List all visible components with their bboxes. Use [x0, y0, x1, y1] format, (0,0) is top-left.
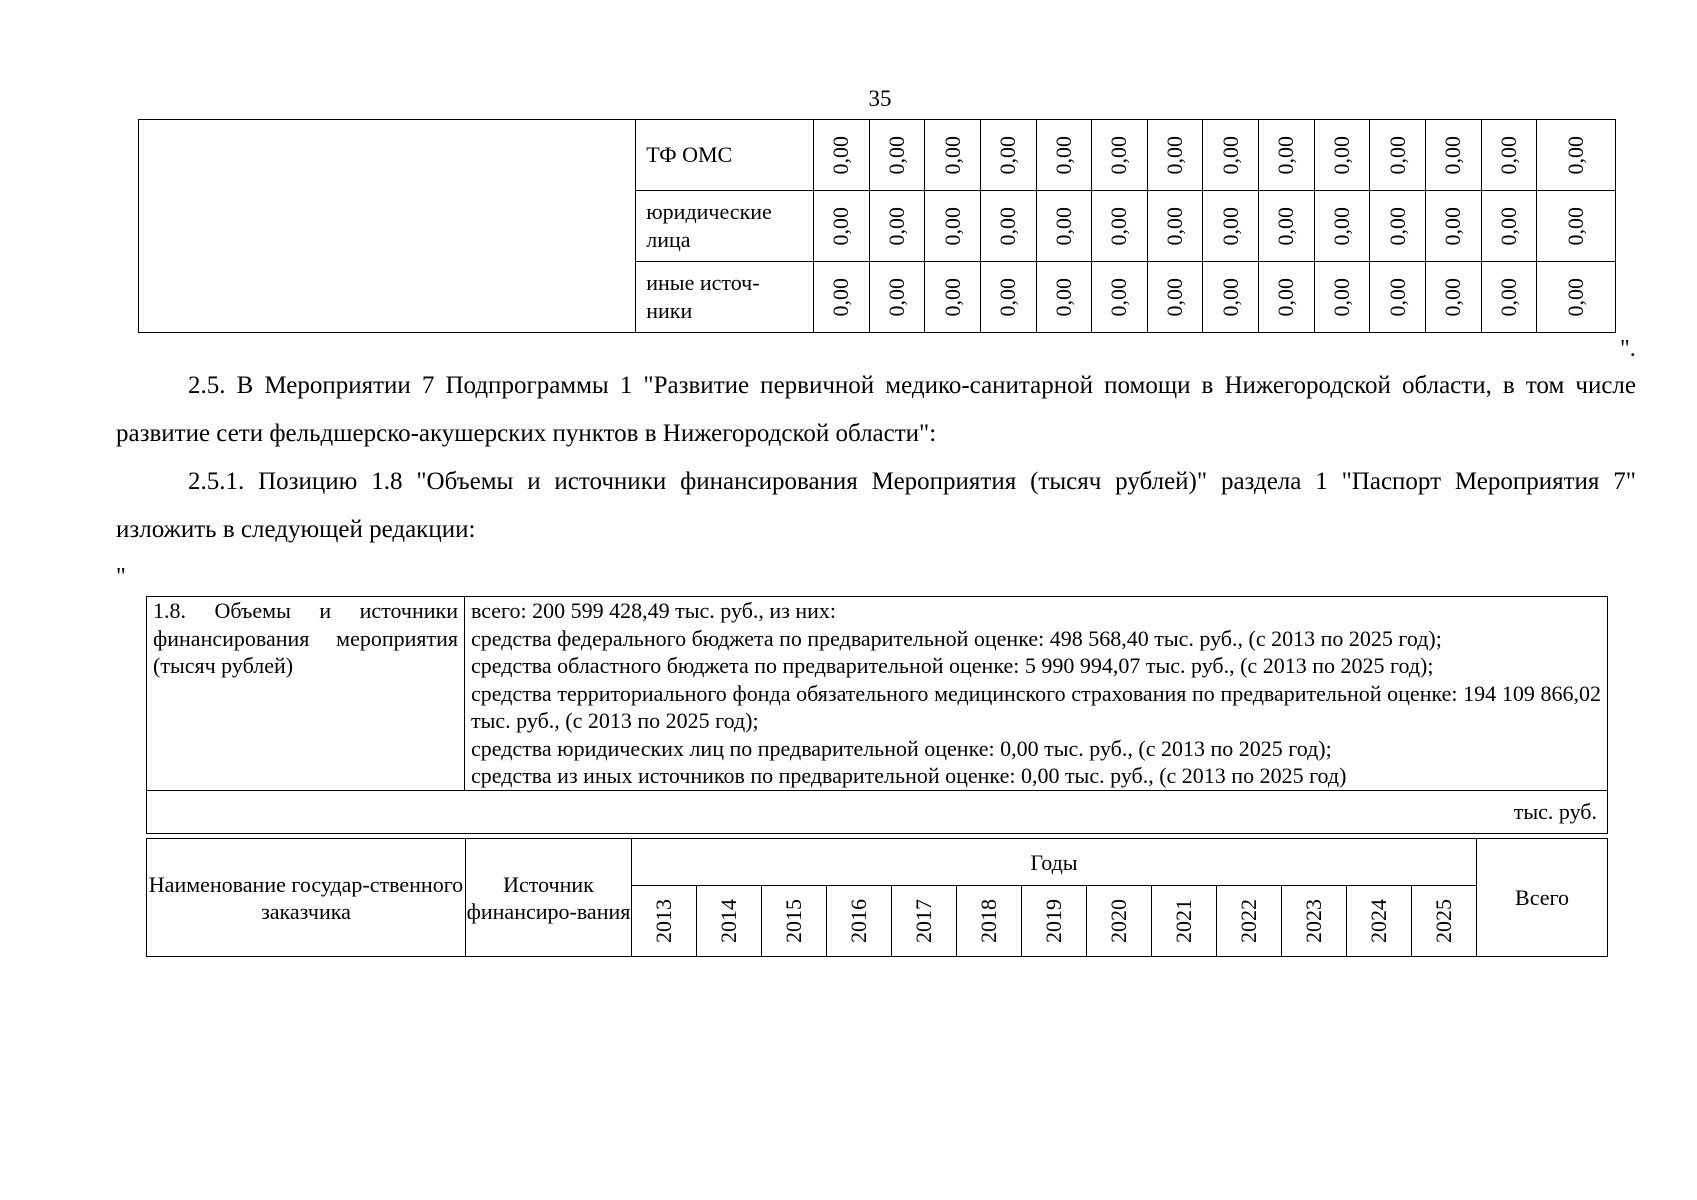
year-label: 2016 [846, 899, 871, 943]
value-cell [1147, 120, 1203, 191]
unit-label: тыс. руб. [147, 790, 1608, 833]
value-text: 0,00 [1106, 135, 1132, 175]
value-text: 0,00 [1050, 206, 1076, 246]
value-cell [1036, 262, 1092, 333]
passport-line: всего: 200 599 428,49 тыс. руб., из них: [471, 598, 837, 623]
year-label: 2015 [781, 899, 806, 943]
value-cell [1370, 120, 1426, 191]
value-text: 0,00 [995, 277, 1021, 317]
value-cell [1203, 262, 1259, 333]
value-cell [1370, 262, 1426, 333]
value-cell [1147, 191, 1203, 262]
passport-line: средства из иных источников по предварительной оценке: 0,00 тыс. руб., (с 2013 по 2025 год) [471, 763, 1347, 788]
value-text: 0,00 [1106, 277, 1132, 317]
value-cell [925, 120, 981, 191]
passport-line: средства юридических лиц по предварительной оценке: 0,00 тыс. руб., (с 2013 по 2025 год); [471, 735, 1332, 761]
value-cell [1203, 120, 1259, 191]
value-text: 0,00 [1217, 277, 1243, 317]
passport-label: 1.8. Объемы и источники финансирования мероприятия (тысяч рублей) [147, 597, 465, 791]
value-text: 0,00 [939, 277, 965, 317]
value-cell [1426, 191, 1482, 262]
value-text: 0,00 [1050, 277, 1076, 317]
value-text: 0,00 [828, 206, 854, 246]
value-text: 0,00 [1440, 277, 1466, 317]
value-text: 0,00 [1563, 277, 1589, 317]
value-text: 0,00 [1329, 277, 1355, 317]
value-cell [1203, 191, 1259, 262]
value-cell [1537, 191, 1616, 262]
value-text: 0,00 [995, 206, 1021, 246]
value-text: 0,00 [1162, 206, 1188, 246]
header-customer: Наименование государ-ственного заказчика [147, 839, 466, 957]
year-label: 2022 [1236, 899, 1261, 943]
value-cell [869, 262, 925, 333]
value-cell [1314, 120, 1370, 191]
value-text: 0,00 [1384, 277, 1410, 317]
value-cell [1537, 262, 1616, 333]
value-text: 0,00 [1563, 135, 1589, 175]
passport-table [146, 596, 1608, 834]
year-label: 2025 [1431, 899, 1456, 943]
value-text: 0,00 [1162, 135, 1188, 175]
year-cell [632, 886, 697, 957]
year-label: 2020 [1106, 899, 1131, 943]
value-cell [1147, 262, 1203, 333]
value-cell [925, 262, 981, 333]
open-quote: " [116, 564, 126, 590]
year-cell [1282, 886, 1347, 957]
value-cell [1426, 120, 1482, 191]
value-text: 0,00 [1273, 135, 1299, 175]
value-text: 0,00 [939, 135, 965, 175]
year-cell [697, 886, 762, 957]
value-cell [813, 120, 869, 191]
value-text: 0,00 [1217, 206, 1243, 246]
year-label: 2023 [1301, 899, 1326, 943]
source-cell: ТФ ОМС [636, 120, 814, 191]
paragraph-2-5: 2.5. В Мероприятии 7 Подпрограммы 1 "Развитие первичной медико-санитарной помощи в Нижегородской области, в том числе развитие сети фельдшерско-акушерских пунктов в Нижегородской области": [116, 372, 1636, 447]
value-cell [1537, 120, 1616, 191]
year-cell [957, 886, 1022, 957]
closing-quote: ". [1620, 336, 1636, 362]
year-label: 2024 [1366, 899, 1391, 943]
value-text: 0,00 [1162, 277, 1188, 317]
value-text: 0,00 [883, 206, 909, 246]
value-cell [980, 262, 1036, 333]
year-label: 2017 [911, 899, 936, 943]
value-text: 0,00 [1496, 206, 1522, 246]
year-cell [1412, 886, 1477, 957]
value-text: 0,00 [1496, 277, 1522, 317]
value-cell [1036, 120, 1092, 191]
year-cell [1022, 886, 1087, 957]
value-text: 0,00 [1329, 135, 1355, 175]
value-text: 0,00 [1440, 206, 1466, 246]
value-text: 0,00 [1440, 135, 1466, 175]
value-text: 0,00 [883, 135, 909, 175]
continuation-row [139, 120, 1616, 191]
value-cell [1259, 120, 1315, 191]
continuation-table [138, 119, 1616, 333]
value-cell [813, 262, 869, 333]
value-text: 0,00 [1273, 277, 1299, 317]
year-cell [827, 886, 892, 957]
value-cell [1092, 191, 1148, 262]
value-text: 0,00 [828, 135, 854, 175]
paragraph-2-5-1: 2.5.1. Позицию 1.8 "Объемы и источники финансирования Мероприятия (тысяч рублей)" раздела 1 "Паспорт Мероприятия 7" изложить в следующей редакции: [116, 468, 1636, 543]
year-cell [1152, 886, 1217, 957]
value-cell [980, 191, 1036, 262]
value-cell [1092, 262, 1148, 333]
value-text: 0,00 [1496, 135, 1522, 175]
value-cell [925, 191, 981, 262]
value-text: 0,00 [1384, 206, 1410, 246]
header-total: Всего [1477, 839, 1608, 957]
year-label: 2018 [976, 899, 1001, 943]
value-cell [1481, 120, 1537, 191]
source-cell: юридические лица [636, 191, 814, 262]
value-cell [1259, 191, 1315, 262]
value-cell [1314, 262, 1370, 333]
year-cell [762, 886, 827, 957]
value-text: 0,00 [1329, 206, 1355, 246]
passport-line: средства областного бюджета по предварительной оценке: 5 990 994,07 тыс. руб., (с 2013 по 2025 год); [471, 653, 1434, 678]
value-text: 0,00 [883, 277, 909, 317]
value-cell [1370, 191, 1426, 262]
value-text: 0,00 [1273, 206, 1299, 246]
year-label: 2014 [716, 899, 741, 943]
value-cell [869, 191, 925, 262]
passport-line: средства федерального бюджета по предварительной оценке: 498 568,40 тыс. руб., (с 2013 по 2025 год); [471, 625, 1442, 651]
header-source: Источник финансиро-вания [466, 839, 632, 957]
year-cell [1217, 886, 1282, 957]
value-text: 0,00 [1217, 135, 1243, 175]
value-text: 0,00 [939, 206, 965, 246]
blank-cell [139, 120, 636, 333]
passport-content [465, 597, 1608, 791]
value-cell [869, 120, 925, 191]
value-cell [980, 120, 1036, 191]
value-cell [1036, 191, 1092, 262]
value-text: 0,00 [1384, 135, 1410, 175]
value-text: 0,00 [995, 135, 1021, 175]
year-cell [892, 886, 957, 957]
value-text: 0,00 [1050, 135, 1076, 175]
value-cell [1481, 262, 1537, 333]
value-cell [1259, 262, 1315, 333]
value-cell [813, 191, 869, 262]
year-cell [1347, 886, 1412, 957]
value-text: 0,00 [1563, 206, 1589, 246]
value-cell [1426, 262, 1482, 333]
value-cell [1481, 191, 1537, 262]
header-years: Годы [632, 839, 1477, 886]
value-text: 0,00 [1106, 206, 1132, 246]
year-cell [1087, 886, 1152, 957]
passport-line: средства территориального фонда обязательного медицинского страхования по предварительной оценке: 194 109 866,02 тыс. руб., (с 2013 по 2025 год); [471, 680, 1601, 733]
value-cell [1314, 191, 1370, 262]
financing-header-table [146, 838, 1608, 957]
value-cell [1092, 120, 1148, 191]
value-text: 0,00 [828, 277, 854, 317]
source-cell: иные источ-ники [636, 262, 814, 333]
year-label: 2019 [1041, 899, 1066, 943]
year-label: 2021 [1171, 899, 1196, 943]
year-label: 2013 [651, 899, 676, 943]
page-number: 35 [868, 86, 892, 111]
